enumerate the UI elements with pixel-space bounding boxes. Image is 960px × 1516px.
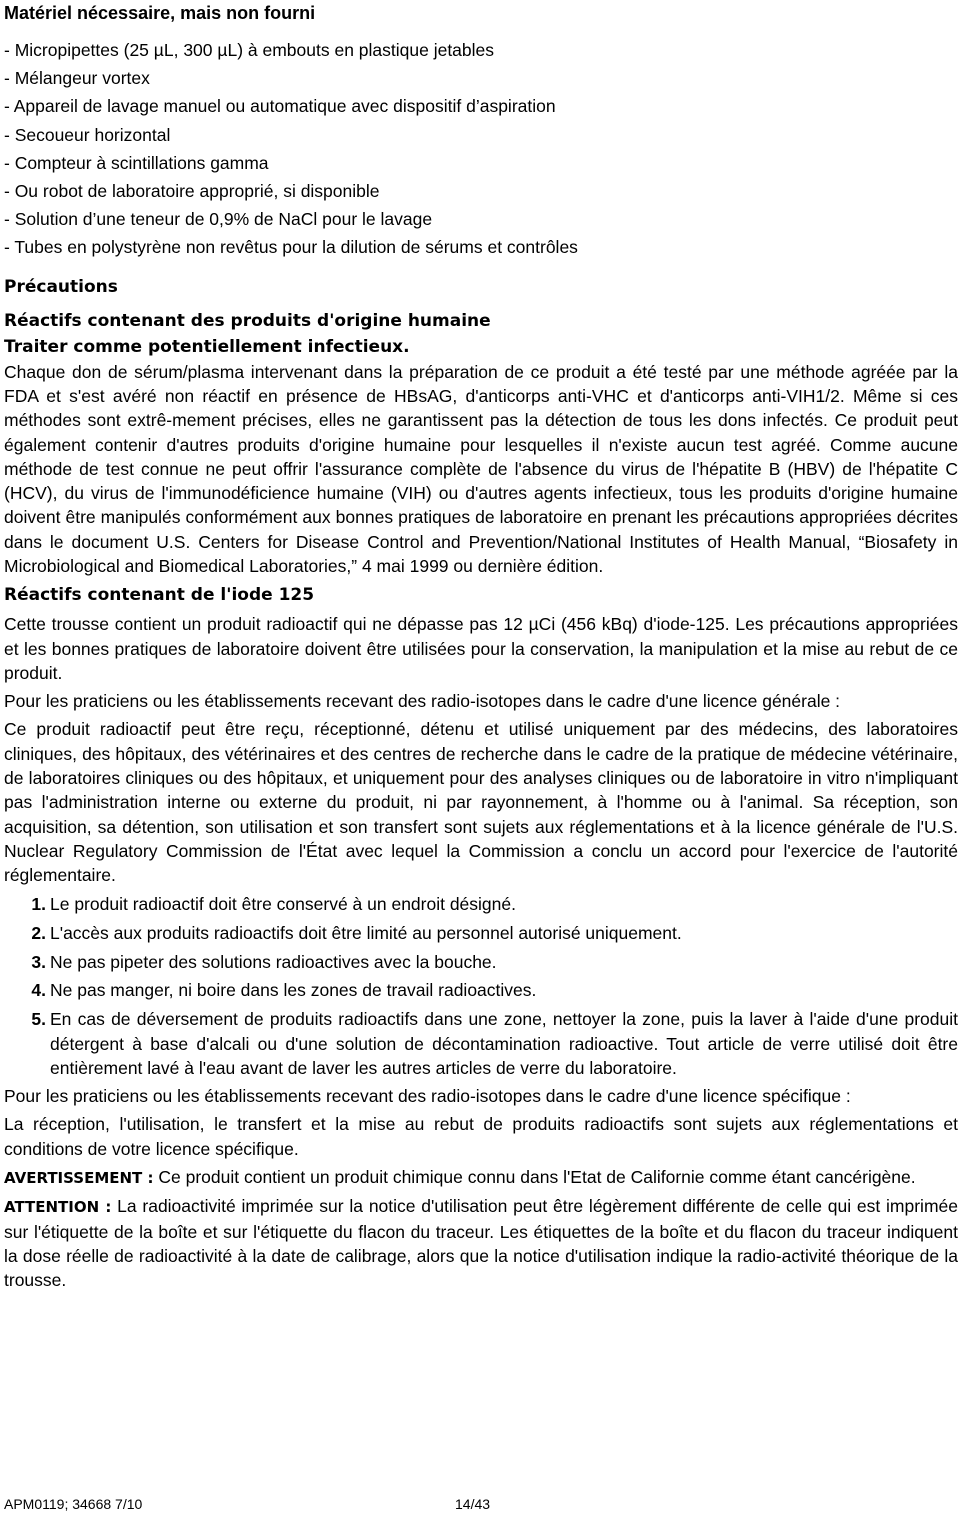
materiel-list (4, 36, 958, 262)
document-reference: APM0119; 34668 7/10 (4, 1496, 143, 1512)
rules-list (4, 892, 958, 1080)
list-item (4, 950, 958, 974)
attention-text: La radioactivité imprimée sur la notice d'utilisation peut être légèrement différente de celle qui est imprimée sur l'étiquette de la boîte et sur l'étiquette du flacon du traceur. Les étiquettes de la boîte et du flacon du traceur indiquent la dose réelle de radioactivité à la date de calibrage, alors que la notice d'utilisation indique la radio-activité théorique de la trousse. (4, 1196, 958, 1291)
list-item: - Compteur à scintillations gamma (4, 152, 269, 173)
item-number: 5. (31, 1009, 46, 1030)
generale-paragraph: Ce produit radioactif peut être reçu, réceptionné, détenu et utilisé uniquement par des médecins, des laboratoires cliniques, des hôpitaux, des vétérinaires et des centres de recherche dans le cadre de la pratique de médecine vétérinaire, de laboratoires cliniques ou des hôpitaux, et uniquement pour des analyses cliniques ou de laboratoire in vitro n'impliquant pas l'administration interne ou externe du produit, ni par rayonnement, à l'homme ou à l'animal. Sa réception, son acquisition, sa détention, son utilisation et son transfert sont sujets aux réglementations et à la licence générale de l'U.S. Nuclear Regulatory Commission de l'État avec lequel la Commission a conclu un accord pour l'exercice de l'autorité réglementaire. (4, 719, 958, 886)
attention-paragraph (4, 1194, 958, 1292)
humaine-subheading: Traiter comme potentiellement infectieux. (4, 336, 410, 357)
list-item: - Solution d’une teneur de 0,9% de NaCl pour le lavage (4, 209, 433, 230)
list-item (4, 1007, 958, 1080)
item-text: Ne pas manger, ni boire dans les zones de travail radioactives. (50, 980, 537, 1001)
iode-heading: Réactifs contenant de l'iode 125 (4, 585, 315, 606)
document-page (4, 0, 958, 1293)
attention-label: ATTENTION : (4, 1198, 112, 1217)
list-item: - Ou robot de laboratoire approprié, si disponible (4, 181, 380, 202)
specifique-intro: Pour les praticiens ou les établissements recevant des radio-isotopes dans le cadre d'une licence spécifique : (4, 1086, 851, 1107)
materiel-heading: Matériel nécessaire, mais non fourni (4, 3, 316, 23)
list-item (4, 978, 958, 1002)
iode-paragraph: Cette trousse contient un produit radioactif qui ne dépasse pas 12 µCi (456 kBq) d'iode-125. Les précautions appropriées et les bonnes pratiques de laboratoire doivent être utilisées pour la conservation, la manipulation et la mise au rebut de ce produit. (4, 614, 958, 683)
item-number: 3. (31, 951, 46, 972)
list-item: - Tubes en polystyrène non revêtus pour la dilution de sérums et contrôles (4, 237, 578, 258)
item-number: 1. (31, 894, 46, 915)
page-number: 14/43 (455, 1496, 491, 1512)
humaine-paragraph: Chaque don de sérum/plasma intervenant dans la préparation de ce produit a été testé par une méthode agréée par la FDA et s'est avéré non réactif en présence de HBsAG, d'anticorps anti-VHC et d'anticorps anti-VIH1/2. Même si ces méthodes sont extrê-mement précises, elles ne garantissent pas la détection de tous les dons infectés. Ce produit peut également contenir d'autres produits d'origine humaine pour lesquelles il n'existe aucun test agréé. Comme aucune méthode de test connue ne peut offrir l'assurance complète de l'absence du virus de l'hépatite B (HBV) de l'hépatite C (HCV), du virus de l'immunodéficience humaine (VIH) ou d'autres agents infectieux, tous les produits d'origine humaine doivent être manipulés conformément aux bonnes pratiques de laboratoire en prenant les précautions appropriées décrites dans le document U.S. Centers for Disease Control and Prevention/National Institutes of Health Manual, “Biosafety in Microbiological and Biomedical Laboratories,” 4 mai 1999 ou dernière édition. (4, 361, 958, 576)
list-item: - Secoueur horizontal (4, 124, 171, 145)
list-item (4, 892, 958, 916)
item-text: Le produit radioactif doit être conservé à un endroit désigné. (50, 894, 516, 915)
avertissement-paragraph (4, 1165, 958, 1190)
item-text: Ne pas pipeter des solutions radioactives avec la bouche. (50, 951, 497, 972)
item-number: 4. (31, 980, 46, 1001)
item-text: L'accès aux produits radioactifs doit être limité au personnel autorisé uniquement. (50, 922, 682, 943)
specifique-paragraph: La réception, l'utilisation, le transfert et la mise au rebut de produits radioactifs sont sujets aux réglementations et conditions de votre licence spécifique. (4, 1114, 958, 1159)
list-item: - Micropipettes (25 µL, 300 µL) à embouts en plastique jetables (4, 40, 495, 60)
list-item (4, 921, 958, 945)
list-item: - Mélangeur vortex (4, 68, 150, 89)
avertissement-text: Ce produit contient un produit chimique connu dans l'Etat de Californie comme étant cancérigène. (153, 1167, 916, 1188)
humaine-heading: Réactifs contenant des produits d'origine humaine (4, 310, 491, 331)
generale-intro: Pour les praticiens ou les établissements recevant des radio-isotopes dans le cadre d'une licence générale : (4, 691, 841, 712)
item-text: En cas de déversement de produits radioactifs dans une zone, nettoyer la zone, puis la laver à l'aide d'une produit détergent à base d'alcali ou d'une solution de décontamination radioactive. Tout article de verre utilisé doit être entièrement lavé à l'eau avant de laver les autres articles de verre du laboratoire. (50, 1009, 958, 1078)
list-item: - Appareil de lavage manuel ou automatique avec dispositif d’aspiration (4, 96, 556, 117)
precautions-heading: Précautions (4, 276, 118, 297)
avertissement-label: AVERTISSEMENT : (4, 1169, 154, 1188)
item-number: 2. (31, 922, 46, 943)
